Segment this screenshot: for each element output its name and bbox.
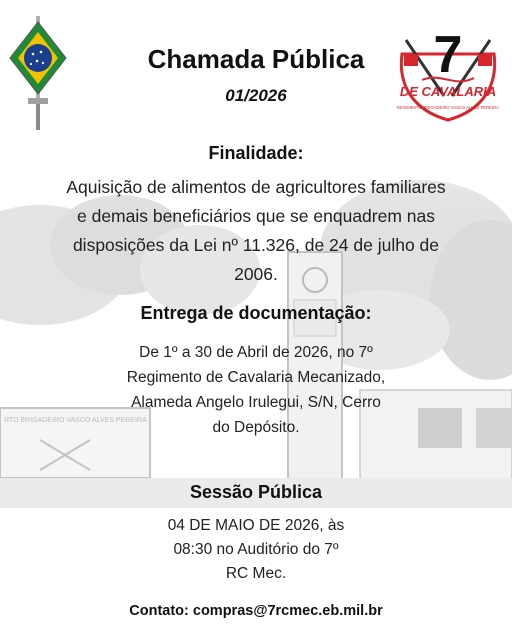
text-line: do Depósito. <box>212 419 300 436</box>
army-emblem-icon <box>6 14 70 132</box>
finalidade-heading: Finalidade: <box>208 143 304 163</box>
notice-number: 01/2026 <box>225 86 287 105</box>
text-line: 04 DE MAIO DE 2026, às <box>167 517 345 534</box>
text-line: 08:30 no Auditório do 7º <box>173 541 339 558</box>
text-line: RC Mec. <box>225 565 287 582</box>
contact-line: Contato: compras@7rcmec.eb.mil.br <box>129 603 383 619</box>
finalidade-text <box>28 173 484 289</box>
page-title: Chamada Pública <box>147 44 365 74</box>
text-line: De 1º a 30 de Abril de 2026, no 7º <box>139 344 373 361</box>
crest-number: 7 <box>433 26 463 84</box>
entrega-heading: Entrega de documentação: <box>140 303 372 323</box>
text-line: Regimento de Cavalaria Mecanizado, <box>126 369 386 386</box>
entrega-text <box>96 340 416 440</box>
sessao-text <box>156 514 356 586</box>
text-line: disposições da Lei nº 11.326, de 24 de julho de <box>72 235 440 255</box>
text-line: 2006. <box>234 264 278 284</box>
army-emblem-logo <box>6 14 70 132</box>
text-line: Aquisição de alimentos de agricultores familiares <box>66 177 446 197</box>
text-line: Alameda Angelo Irulegui, S/N, Cerro <box>131 394 381 411</box>
crest-motto: REGIMENTO BRIGADEIRO VASCO ALVES PEREIRA <box>397 105 499 110</box>
sessao-heading: Sessão Pública <box>189 482 323 502</box>
crest-name: DE CAVALARIA <box>399 84 497 99</box>
text-line: e demais beneficiários que se enquadrem nas <box>77 206 435 226</box>
